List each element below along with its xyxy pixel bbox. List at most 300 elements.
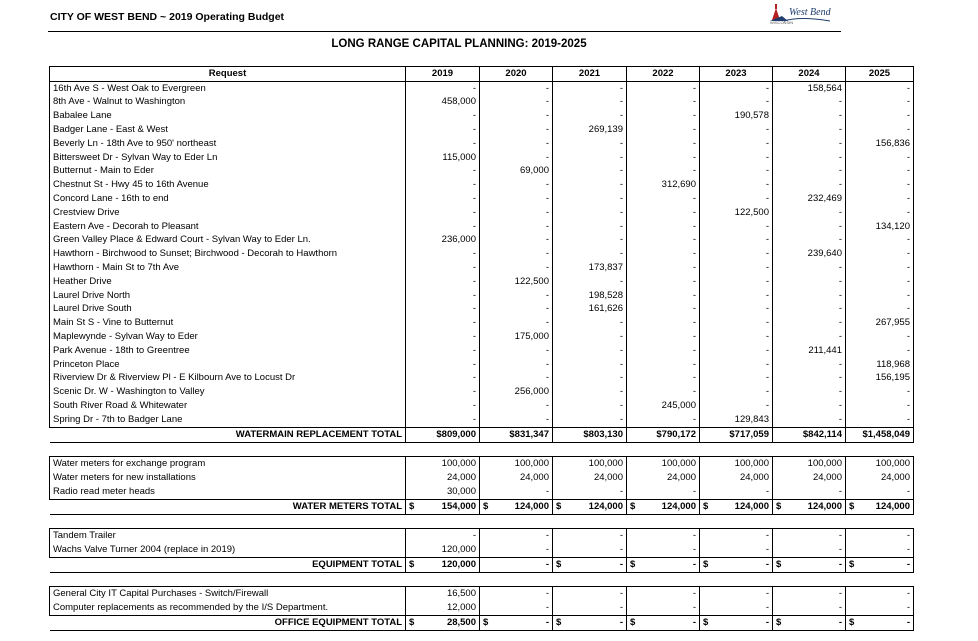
value-cell-2025: -: [846, 178, 914, 192]
value-cell-2021: -: [553, 234, 627, 248]
value-cell-2021: -: [553, 358, 627, 372]
total-value: $831,347: [509, 428, 549, 440]
table-row: [50, 457, 914, 471]
value-cell-2025: -: [846, 344, 914, 358]
total-label-text: WATERMAIN REPLACEMENT TOTAL: [235, 428, 402, 440]
document-title: CITY OF WEST BEND ~ 2019 Operating Budget: [50, 11, 285, 23]
value-cell-2021: -: [553, 385, 627, 399]
value-cell-2019: -: [406, 316, 480, 330]
value-cell-2024: -: [773, 109, 846, 123]
total-cell-2023: [700, 616, 773, 631]
value-cell-2025: -: [846, 601, 914, 615]
value-cell-2023: -: [700, 601, 773, 615]
value-cell-2021: -: [553, 330, 627, 344]
section-total-row: [50, 499, 914, 514]
currency-symbol: $: [703, 616, 709, 628]
value-cell-2025: 267,955: [846, 316, 914, 330]
total-cell-2024: [773, 557, 846, 572]
value-cell-2022: -: [627, 413, 700, 427]
request-cell: Park Avenue - 18th to Greentree: [50, 344, 406, 358]
value-cell-2025: -: [846, 413, 914, 427]
value-cell-2022: -: [627, 109, 700, 123]
value-cell-2020: -: [480, 289, 553, 303]
value-cell-2023: -: [700, 316, 773, 330]
value-cell-2023: -: [700, 543, 773, 557]
column-header-2024: 2024: [773, 67, 846, 82]
value-cell-2021: -: [553, 165, 627, 179]
value-cell-2025: 24,000: [846, 471, 914, 485]
total-value: -: [765, 616, 769, 628]
value-cell-2025: -: [846, 330, 914, 344]
value-cell-2023: -: [700, 275, 773, 289]
value-cell-2025: -: [846, 289, 914, 303]
value-cell-2021: -: [553, 543, 627, 557]
total-cell-2020: [480, 427, 553, 442]
value-cell-2019: -: [406, 344, 480, 358]
request-cell: Butternut - Main to Eder: [50, 165, 406, 179]
capital-planning-table: [49, 66, 914, 631]
value-cell-2021: -: [553, 109, 627, 123]
spacer-row: [50, 572, 914, 587]
total-cell-2021: [553, 557, 627, 572]
value-cell-2021: -: [553, 316, 627, 330]
value-cell-2023: -: [700, 485, 773, 499]
value-cell-2023: -: [700, 123, 773, 137]
total-value: $717,059: [729, 428, 769, 440]
currency-symbol: $: [409, 616, 415, 628]
value-cell-2024: 158,564: [773, 81, 846, 95]
value-cell-2019: -: [406, 413, 480, 427]
currency-symbol: $: [849, 500, 855, 512]
table-row: [50, 471, 914, 485]
value-cell-2024: -: [773, 385, 846, 399]
value-cell-2019: -: [406, 529, 480, 543]
spacer-row: [50, 514, 914, 529]
request-cell: Badger Lane - East & West: [50, 123, 406, 137]
page-subtitle: LONG RANGE CAPITAL PLANNING: 2019-2025: [331, 38, 587, 50]
value-cell-2020: -: [480, 234, 553, 248]
value-cell-2022: -: [627, 485, 700, 499]
currency-symbol: $: [776, 500, 782, 512]
total-value: -: [906, 616, 910, 628]
total-cell-2019: [406, 427, 480, 442]
value-cell-2020: -: [480, 261, 553, 275]
table-row: [50, 165, 914, 179]
total-cell-2021: [553, 499, 627, 514]
value-cell-2020: -: [480, 247, 553, 261]
value-cell-2024: -: [773, 220, 846, 234]
value-cell-2023: -: [700, 303, 773, 317]
currency-symbol: $: [483, 616, 489, 628]
value-cell-2020: -: [480, 543, 553, 557]
total-label: [50, 427, 406, 442]
value-cell-2021: -: [553, 275, 627, 289]
value-cell-2023: 100,000: [700, 457, 773, 471]
value-cell-2023: -: [700, 358, 773, 372]
value-cell-2025: 118,968: [846, 358, 914, 372]
total-value: -: [765, 558, 769, 570]
value-cell-2025: -: [846, 529, 914, 543]
table-row: [50, 485, 914, 499]
value-cell-2020: -: [480, 81, 553, 95]
total-value: -: [619, 616, 623, 628]
column-header-2023: 2023: [700, 67, 773, 82]
total-cell-2022: [627, 499, 700, 514]
spacer-row: [50, 442, 914, 457]
value-cell-2020: -: [480, 137, 553, 151]
currency-symbol: $: [409, 558, 415, 570]
value-cell-2025: -: [846, 151, 914, 165]
value-cell-2024: -: [773, 151, 846, 165]
value-cell-2023: -: [700, 165, 773, 179]
value-cell-2021: -: [553, 344, 627, 358]
total-value: $842,114: [802, 428, 842, 440]
value-cell-2019: -: [406, 303, 480, 317]
header-row: [50, 67, 914, 82]
value-cell-2025: 100,000: [846, 457, 914, 471]
value-cell-2022: -: [627, 96, 700, 110]
total-value: $1,458,049: [862, 428, 910, 440]
request-cell: 16th Ave S - West Oak to Evergreen: [50, 81, 406, 95]
table-row: [50, 529, 914, 543]
total-cell-2020: [480, 616, 553, 631]
value-cell-2020: 256,000: [480, 385, 553, 399]
value-cell-2023: -: [700, 385, 773, 399]
total-cell-2024: [773, 616, 846, 631]
value-cell-2025: -: [846, 247, 914, 261]
value-cell-2019: -: [406, 247, 480, 261]
value-cell-2024: -: [773, 165, 846, 179]
value-cell-2024: -: [773, 372, 846, 386]
value-cell-2021: -: [553, 151, 627, 165]
request-cell: Hawthorn - Main St to 7th Ave: [50, 261, 406, 275]
request-cell: Laurel Drive South: [50, 303, 406, 317]
value-cell-2023: -: [700, 220, 773, 234]
total-value: -: [692, 558, 696, 570]
value-cell-2025: -: [846, 96, 914, 110]
request-cell: Concord Lane - 16th to end: [50, 192, 406, 206]
value-cell-2021: 198,528: [553, 289, 627, 303]
value-cell-2025: -: [846, 587, 914, 601]
value-cell-2022: -: [627, 165, 700, 179]
request-cell: Spring Dr - 7th to Badger Lane: [50, 413, 406, 427]
table-row: [50, 543, 914, 557]
total-value: $790,172: [656, 428, 696, 440]
value-cell-2019: 120,000: [406, 543, 480, 557]
logo-wordmark: West Bend: [789, 7, 831, 18]
table-row: [50, 206, 914, 220]
value-cell-2019: 12,000: [406, 601, 480, 615]
value-cell-2021: -: [553, 601, 627, 615]
total-value: 124,000: [588, 500, 623, 512]
table-row: [50, 303, 914, 317]
request-cell: Eastern Ave - Decorah to Pleasant: [50, 220, 406, 234]
request-cell: Scenic Dr. W - Washington to Valley: [50, 385, 406, 399]
total-cell-2025: [846, 427, 914, 442]
value-cell-2022: 245,000: [627, 399, 700, 413]
table-row: [50, 344, 914, 358]
value-cell-2025: -: [846, 109, 914, 123]
value-cell-2022: -: [627, 289, 700, 303]
value-cell-2020: 175,000: [480, 330, 553, 344]
value-cell-2024: -: [773, 529, 846, 543]
total-cell-2021: [553, 427, 627, 442]
value-cell-2022: -: [627, 601, 700, 615]
value-cell-2020: -: [480, 123, 553, 137]
value-cell-2022: -: [627, 247, 700, 261]
value-cell-2021: -: [553, 178, 627, 192]
value-cell-2025: -: [846, 165, 914, 179]
value-cell-2024: -: [773, 123, 846, 137]
column-header-request: Request: [50, 67, 406, 82]
total-label: [50, 616, 406, 631]
value-cell-2023: -: [700, 372, 773, 386]
table-row: [50, 192, 914, 206]
value-cell-2019: -: [406, 275, 480, 289]
value-cell-2023: 24,000: [700, 471, 773, 485]
total-value: $809,000: [436, 428, 476, 440]
value-cell-2022: -: [627, 344, 700, 358]
total-cell-2019: [406, 557, 480, 572]
value-cell-2019: -: [406, 81, 480, 95]
value-cell-2019: -: [406, 123, 480, 137]
value-cell-2019: -: [406, 178, 480, 192]
total-cell-2022: [627, 557, 700, 572]
value-cell-2024: -: [773, 178, 846, 192]
value-cell-2025: 156,836: [846, 137, 914, 151]
section-total-row: [50, 427, 914, 442]
value-cell-2025: -: [846, 385, 914, 399]
value-cell-2025: -: [846, 275, 914, 289]
value-cell-2019: -: [406, 165, 480, 179]
value-cell-2021: -: [553, 485, 627, 499]
value-cell-2024: -: [773, 587, 846, 601]
table-row: [50, 137, 914, 151]
value-cell-2021: 24,000: [553, 471, 627, 485]
value-cell-2022: 100,000: [627, 457, 700, 471]
value-cell-2023: -: [700, 587, 773, 601]
value-cell-2020: -: [480, 151, 553, 165]
table-row: [50, 413, 914, 427]
total-cell-2020: [480, 499, 553, 514]
value-cell-2024: -: [773, 234, 846, 248]
value-cell-2025: -: [846, 399, 914, 413]
value-cell-2019: 115,000: [406, 151, 480, 165]
value-cell-2022: -: [627, 220, 700, 234]
value-cell-2021: -: [553, 587, 627, 601]
value-cell-2024: -: [773, 601, 846, 615]
value-cell-2022: -: [627, 316, 700, 330]
request-cell: Chestnut St - Hwy 45 to 16th Avenue: [50, 178, 406, 192]
total-cell-2025: [846, 616, 914, 631]
currency-symbol: $: [776, 558, 782, 570]
value-cell-2024: 239,640: [773, 247, 846, 261]
value-cell-2022: -: [627, 275, 700, 289]
value-cell-2024: 24,000: [773, 471, 846, 485]
value-cell-2022: -: [627, 385, 700, 399]
value-cell-2020: 24,000: [480, 471, 553, 485]
value-cell-2020: -: [480, 587, 553, 601]
request-cell: Radio read meter heads: [50, 485, 406, 499]
table-row: [50, 96, 914, 110]
total-label-text: EQUIPMENT TOTAL: [312, 558, 402, 570]
table-row: [50, 123, 914, 137]
total-value: -: [692, 616, 696, 628]
value-cell-2023: -: [700, 178, 773, 192]
request-cell: South River Road & Whitewater: [50, 399, 406, 413]
value-cell-2023: -: [700, 399, 773, 413]
request-cell: Maplewynde - Sylvan Way to Eder: [50, 330, 406, 344]
value-cell-2019: -: [406, 206, 480, 220]
table-row: [50, 316, 914, 330]
value-cell-2019: -: [406, 358, 480, 372]
value-cell-2022: -: [627, 358, 700, 372]
total-value: $803,130: [583, 428, 623, 440]
value-cell-2020: -: [480, 372, 553, 386]
value-cell-2019: 30,000: [406, 485, 480, 499]
total-cell-2023: [700, 427, 773, 442]
total-value: 28,500: [446, 616, 476, 628]
value-cell-2023: -: [700, 234, 773, 248]
value-cell-2022: -: [627, 192, 700, 206]
value-cell-2020: -: [480, 344, 553, 358]
value-cell-2024: -: [773, 485, 846, 499]
value-cell-2024: -: [773, 316, 846, 330]
currency-symbol: $: [703, 500, 709, 512]
total-value: -: [906, 558, 910, 570]
section-total-row: [50, 557, 914, 572]
value-cell-2025: -: [846, 261, 914, 275]
value-cell-2024: -: [773, 303, 846, 317]
value-cell-2022: -: [627, 234, 700, 248]
value-cell-2024: -: [773, 96, 846, 110]
total-value: 124,000: [807, 500, 842, 512]
value-cell-2020: -: [480, 485, 553, 499]
value-cell-2025: -: [846, 81, 914, 95]
value-cell-2021: -: [553, 247, 627, 261]
value-cell-2022: 312,690: [627, 178, 700, 192]
value-cell-2019: -: [406, 109, 480, 123]
total-cell-2019: [406, 499, 480, 514]
value-cell-2020: -: [480, 316, 553, 330]
total-cell-2021: [553, 616, 627, 631]
request-cell: Water meters for new installations: [50, 471, 406, 485]
value-cell-2024: -: [773, 137, 846, 151]
currency-symbol: $: [556, 558, 562, 570]
value-cell-2020: -: [480, 178, 553, 192]
currency-symbol: $: [630, 500, 636, 512]
value-cell-2023: 190,578: [700, 109, 773, 123]
value-cell-2021: -: [553, 206, 627, 220]
value-cell-2024: 211,441: [773, 344, 846, 358]
value-cell-2024: -: [773, 206, 846, 220]
table-row: [50, 151, 914, 165]
value-cell-2022: -: [627, 303, 700, 317]
value-cell-2020: 100,000: [480, 457, 553, 471]
request-cell: Babalee Lane: [50, 109, 406, 123]
value-cell-2019: 100,000: [406, 457, 480, 471]
table-row: [50, 109, 914, 123]
value-cell-2025: -: [846, 206, 914, 220]
value-cell-2022: -: [627, 330, 700, 344]
value-cell-2022: 24,000: [627, 471, 700, 485]
column-header-2020: 2020: [480, 67, 553, 82]
currency-symbol: $: [849, 558, 855, 570]
column-header-2025: 2025: [846, 67, 914, 82]
value-cell-2019: -: [406, 220, 480, 234]
total-cell-2024: [773, 499, 846, 514]
total-value: 124,000: [514, 500, 549, 512]
currency-symbol: $: [556, 616, 562, 628]
table-row: [50, 289, 914, 303]
value-cell-2022: -: [627, 529, 700, 543]
value-cell-2022: -: [627, 587, 700, 601]
total-value: -: [545, 616, 549, 628]
value-cell-2023: -: [700, 137, 773, 151]
total-label: [50, 557, 406, 572]
value-cell-2023: -: [700, 330, 773, 344]
column-header-2022: 2022: [627, 67, 700, 82]
value-cell-2020: -: [480, 303, 553, 317]
table-row: [50, 601, 914, 615]
value-cell-2023: -: [700, 529, 773, 543]
request-cell: Green Valley Place & Edward Court - Sylvan Way to Eder Ln.: [50, 234, 406, 248]
value-cell-2025: 156,195: [846, 372, 914, 386]
value-cell-2022: -: [627, 261, 700, 275]
value-cell-2022: -: [627, 81, 700, 95]
value-cell-2023: 129,843: [700, 413, 773, 427]
value-cell-2021: 269,139: [553, 123, 627, 137]
currency-symbol: $: [630, 616, 636, 628]
total-value: 120,000: [441, 558, 476, 570]
currency-symbol: $: [703, 558, 709, 570]
value-cell-2020: -: [480, 529, 553, 543]
value-cell-2021: -: [553, 372, 627, 386]
value-cell-2021: -: [553, 192, 627, 206]
value-cell-2024: 232,469: [773, 192, 846, 206]
value-cell-2019: 16,500: [406, 587, 480, 601]
value-cell-2021: 100,000: [553, 457, 627, 471]
request-cell: Wachs Valve Turner 2004 (replace in 2019): [50, 543, 406, 557]
total-value: 154,000: [441, 500, 476, 512]
table-row: [50, 247, 914, 261]
total-cell-2024: [773, 427, 846, 442]
value-cell-2022: -: [627, 123, 700, 137]
value-cell-2024: 100,000: [773, 457, 846, 471]
value-cell-2020: -: [480, 220, 553, 234]
logo-subtext: WISCONSIN: [770, 20, 794, 25]
value-cell-2019: -: [406, 289, 480, 303]
total-cell-2022: [627, 616, 700, 631]
total-value: 124,000: [661, 500, 696, 512]
value-cell-2019: -: [406, 137, 480, 151]
request-cell: Crestview Drive: [50, 206, 406, 220]
value-cell-2019: 236,000: [406, 234, 480, 248]
value-cell-2019: 458,000: [406, 96, 480, 110]
value-cell-2020: -: [480, 109, 553, 123]
total-value: 124,000: [875, 500, 910, 512]
value-cell-2025: -: [846, 192, 914, 206]
table-row: [50, 261, 914, 275]
request-cell: Riverview Dr & Riverview Pl - E Kilbourn Ave to Locust Dr: [50, 372, 406, 386]
total-cell-2020: [480, 557, 553, 572]
value-cell-2019: -: [406, 399, 480, 413]
value-cell-2023: -: [700, 289, 773, 303]
value-cell-2021: -: [553, 399, 627, 413]
table-row: [50, 275, 914, 289]
total-label-text: WATER METERS TOTAL: [292, 500, 402, 512]
request-cell: Laurel Drive North: [50, 289, 406, 303]
